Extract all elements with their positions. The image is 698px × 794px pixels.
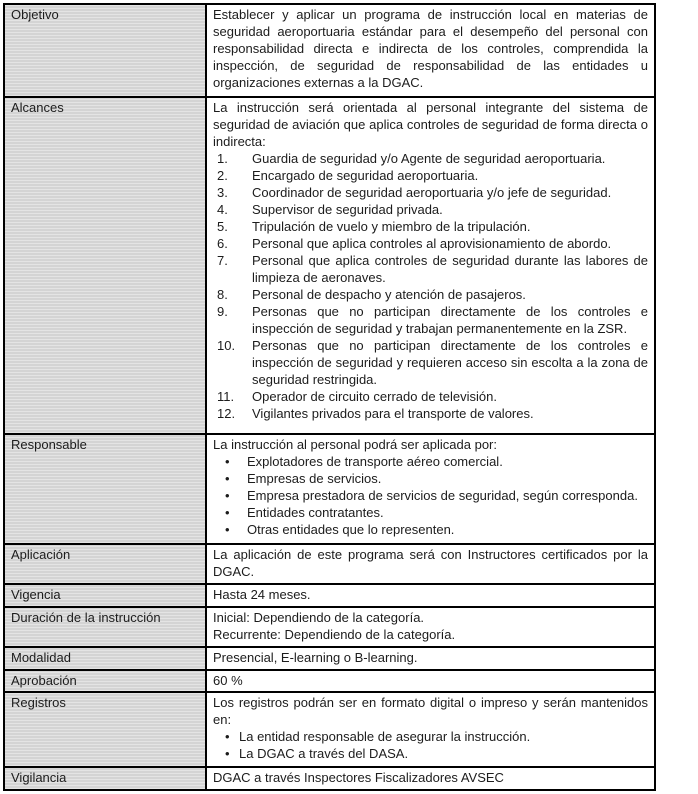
- row-label-aprobacion: Aprobación: [4, 670, 206, 693]
- row-registros: [4, 692, 655, 767]
- row-value-alcances: [206, 97, 655, 434]
- duracion-inicial: Inicial: Dependiendo de la categoría.: [213, 609, 425, 625]
- registros-bullet-list: [213, 728, 648, 762]
- row-label-vigilancia: Vigilancia: [4, 767, 206, 790]
- program-spec-table: [3, 3, 656, 791]
- row-label-aplicacion: Aplicación: [4, 544, 206, 584]
- row-duracion: [4, 607, 655, 647]
- row-value-responsable: [206, 434, 655, 544]
- list-item: • La DGAC a través del DASA.: [213, 745, 648, 762]
- list-item: • Explotadores de transporte aéreo comercial.: [213, 453, 648, 470]
- row-alcances: [4, 97, 655, 434]
- row-label-vigencia: Vigencia: [4, 584, 206, 607]
- list-item: • La entidad responsable de asegurar la instrucción.: [213, 728, 648, 745]
- registros-intro: Los registros podrán ser en formato digital o impreso y serán mantenidos en:: [213, 695, 648, 728]
- row-value-objetivo: Establecer y aplicar un programa de instrucción local en materias de seguridad aeroportuaria estándar para el desempeño del personal con responsabilidad directa e indirecta de los controles, comprendida la inspección, de seguridad de responsabilidad de las entidades u organizaciones externas a la DGAC.: [206, 4, 655, 97]
- row-vigilancia: [4, 767, 655, 790]
- row-value-modalidad: Presencial, E-learning o B-learning.: [206, 647, 655, 670]
- list-item: Vigilantes privados para el transporte de valores.: [252, 405, 534, 421]
- row-label-registros: Registros: [4, 692, 206, 767]
- list-item: • Entidades contratantes.: [213, 504, 648, 521]
- list-item: • Empresas de servicios.: [213, 470, 648, 487]
- list-item: • Empresa prestadora de servicios de seguridad, según corresponda.: [213, 487, 648, 504]
- list-item: Encargado de seguridad aeroportuaria.: [252, 167, 479, 183]
- list-item: Personal de despacho y atención de pasajeros.: [252, 286, 526, 302]
- row-value-registros: [206, 692, 655, 767]
- row-aplicacion: [4, 544, 655, 584]
- list-item: Operador de circuito cerrado de televisión.: [252, 388, 497, 404]
- list-item: Personal que aplica controles al aprovisionamiento de abordo.: [252, 235, 612, 251]
- row-value-vigilancia: DGAC a través Inspectores Fiscalizadores AVSEC: [206, 767, 655, 790]
- list-item: Supervisor de seguridad privada.: [252, 201, 443, 217]
- responsable-intro: La instrucción al personal podrá ser aplicada por:: [213, 437, 498, 453]
- row-responsable: [4, 434, 655, 544]
- row-objetivo: [4, 4, 655, 97]
- alcances-numbered-list: [213, 150, 648, 422]
- row-label-responsable: Responsable: [4, 434, 206, 544]
- list-item: Coordinador de seguridad aeroportuaria y/o jefe de seguridad.: [252, 184, 612, 200]
- row-label-objetivo: Objetivo: [4, 4, 206, 97]
- responsable-bullet-list: [213, 453, 648, 538]
- list-item: Personas que no participan directamente de los controles e inspección de seguridad y requieren acceso sin escolta a la zona de seguridad restringida.: [252, 337, 648, 387]
- row-value-aplicacion: La aplicación de este programa será con Instructores certificados por la DGAC.: [206, 544, 655, 584]
- row-aprobacion: [4, 670, 655, 693]
- row-label-alcances: Alcances: [4, 97, 206, 434]
- list-item: • Otras entidades que lo representen.: [213, 521, 648, 538]
- row-value-vigencia: Hasta 24 meses.: [206, 584, 655, 607]
- duracion-recurrente: Recurrente: Dependiendo de la categoría.: [213, 626, 456, 642]
- list-item: Personas que no participan directamente de los controles e inspección de seguridad y trabajan permanentemente en la ZSR.: [252, 303, 648, 336]
- row-value-aprobacion: 60 %: [206, 670, 655, 693]
- row-value-duracion: [206, 607, 655, 647]
- list-item: Guardia de seguridad y/o Agente de seguridad aeroportuaria.: [252, 150, 606, 166]
- row-modalidad: [4, 647, 655, 670]
- list-item: Personal que aplica controles de seguridad durante las labores de limpieza de aeronaves.: [252, 252, 648, 285]
- list-item: Tripulación de vuelo y miembro de la tripulación.: [252, 218, 531, 234]
- row-label-modalidad: Modalidad: [4, 647, 206, 670]
- row-vigencia: [4, 584, 655, 607]
- row-label-duracion: Duración de la instrucción: [4, 607, 206, 647]
- alcances-intro: La instrucción será orientada al personal integrante del sistema de seguridad de aviación que aplica controles de seguridad de forma directa o indirecta:: [213, 99, 648, 149]
